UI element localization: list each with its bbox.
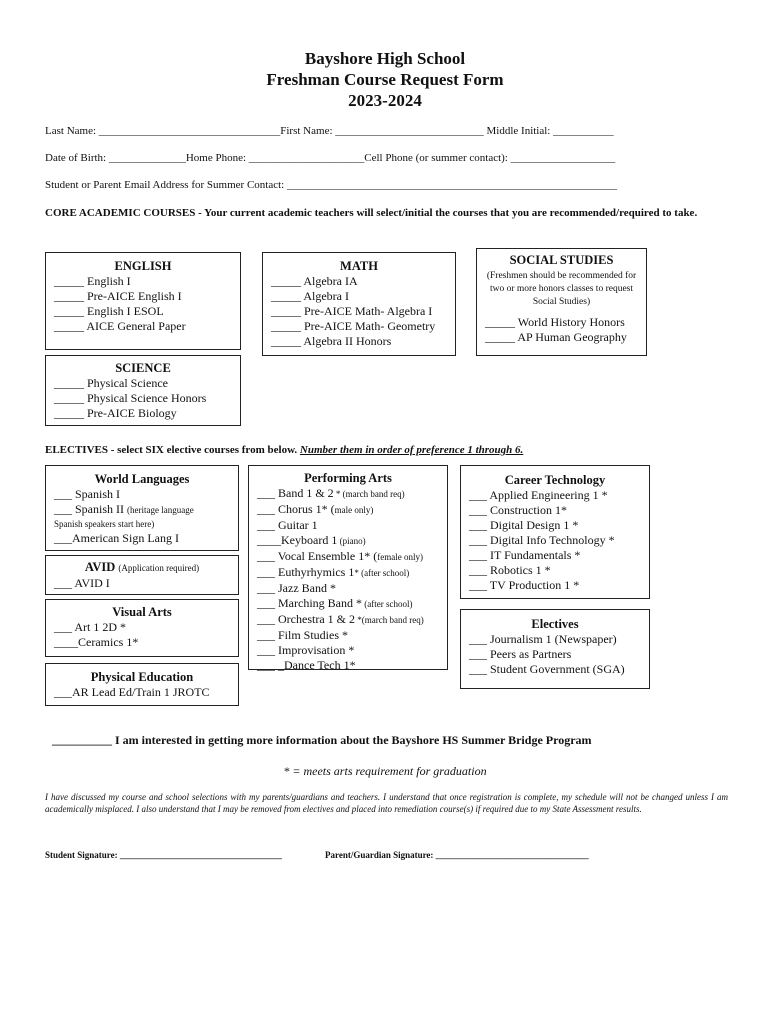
name-fields[interactable]: Last Name: _________________________________First Name: ___________________________ Middle Initial: ___________ (45, 125, 614, 137)
course-option[interactable]: ___ Euthyrhymics 1* (after school) (257, 565, 410, 579)
summer-bridge-interest[interactable]: __________ I am interested in getting more information about the Bayshore HS Summer Bridge Program (52, 733, 592, 747)
social-studies-box (476, 248, 647, 356)
career-technology-box (460, 465, 650, 599)
course-option[interactable]: ___ Peers as Partners (469, 647, 572, 661)
math-box (262, 252, 456, 356)
course-option[interactable]: _____ Pre-AICE Biology (54, 406, 177, 420)
math-title: MATH (340, 259, 378, 273)
course-option[interactable]: ___ Applied Engineering 1 * (469, 488, 608, 502)
course-option[interactable]: ___ Art 1 2D * (54, 620, 126, 634)
acknowledgement-statement: I have discussed my course and school selections with my parents/guardians and teachers. I understand that once registration is complete, my schedule will not be changed unless I am academically misplaced. I also understand that I may be removed from electives and placed into remediation course(s) if required due to my State Assessment results. (45, 792, 728, 814)
course-option[interactable]: ____Ceramics 1* (54, 635, 139, 649)
course-option[interactable]: _____ English I ESOL (54, 304, 164, 318)
spanish2-note: Spanish speakers start here) (54, 519, 155, 529)
course-option[interactable]: ___ Marching Band * (after school) (257, 596, 413, 610)
world-languages-title: World Languages (94, 472, 190, 486)
course-option[interactable]: ___ Vocal Ensemble 1* (female only) (257, 549, 423, 563)
course-option[interactable]: ___ Robotics 1 * (469, 563, 551, 577)
course-option[interactable]: ___ Chorus 1* (male only) (257, 502, 374, 516)
course-option[interactable]: ___American Sign Lang I (54, 531, 179, 545)
performing-arts-box (248, 465, 448, 670)
electives-box (460, 609, 650, 689)
avid-box (45, 555, 239, 595)
social-studies-title: SOCIAL STUDIES (509, 253, 614, 267)
contact-fields[interactable]: Date of Birth: ______________Home Phone: _____________________Cell Phone (or summer contact): ___________________ (45, 152, 616, 164)
course-option[interactable]: _____ Algebra II Honors (271, 334, 392, 348)
electives-title: Electives (531, 617, 579, 631)
course-option[interactable]: ___ Construction 1* (469, 503, 567, 517)
core-courses-heading: CORE ACADEMIC COURSES - Your current academic teachers will select/initial the courses that you are recommended/required to take. (45, 207, 698, 219)
school-name: Bayshore High School (304, 49, 466, 68)
arts-requirement-note: * = meets arts requirement for graduation (283, 764, 487, 778)
course-option[interactable]: ___ Orchestra 1 & 2 *(march band req) (257, 612, 424, 626)
course-option[interactable]: _____ Physical Science Honors (54, 391, 207, 405)
visual-arts-box (45, 599, 239, 657)
course-option[interactable]: _____ Physical Science (54, 376, 168, 390)
course-option[interactable]: _____ World History Honors (485, 315, 625, 329)
course-option[interactable]: _____ AP Human Geography (485, 330, 627, 344)
english-title: ENGLISH (114, 259, 172, 273)
course-option[interactable]: _____ Algebra IA (271, 274, 358, 288)
course-option[interactable]: ____Keyboard 1 (piano) (257, 533, 366, 547)
course-option[interactable]: ___ _Dance Tech 1* (257, 658, 356, 672)
course-option[interactable]: ___ Digital Design 1 * (469, 518, 579, 532)
world-languages-box (45, 465, 239, 551)
career-technology-title: Career Technology (504, 473, 606, 487)
electives-heading (45, 444, 523, 456)
electives-instruction: ELECTIVES - select SIX elective courses from below. (45, 444, 298, 456)
course-option[interactable]: _____ AICE General Paper (54, 319, 186, 333)
course-option[interactable]: ___ Student Government (SGA) (469, 662, 625, 676)
course-option[interactable]: ___ Improvisation * (257, 643, 355, 657)
course-option[interactable]: _____ English I (54, 274, 131, 288)
course-option[interactable]: ___ IT Fundamentals * (469, 548, 581, 562)
performing-arts-title: Performing Arts (304, 471, 392, 485)
course-option[interactable]: ___ Spanish I (54, 487, 120, 501)
course-option[interactable]: ___ Journalism 1 (Newspaper) (469, 632, 617, 646)
parent-signature[interactable]: Parent/Guardian Signature: __________________________________ (325, 850, 589, 860)
science-title: SCIENCE (115, 361, 171, 375)
visual-arts-title: Visual Arts (112, 605, 172, 619)
course-option[interactable]: ___ Guitar 1 (257, 518, 318, 532)
english-box (45, 252, 241, 350)
course-option[interactable]: ___AR Lead Ed/Train 1 JROTC (54, 685, 210, 699)
course-option[interactable]: ___ Digital Info Technology * (469, 533, 615, 547)
course-option[interactable]: _____ Pre-AICE Math- Algebra I (271, 304, 433, 318)
student-signature[interactable]: Student Signature: ____________________________________ (45, 850, 282, 860)
school-year: 2023-2024 (348, 91, 422, 110)
course-option[interactable]: ___ TV Production 1 * (469, 578, 580, 592)
electives-preference-note: Number them in order of preference 1 through 6. (299, 444, 524, 456)
form-title: Freshman Course Request Form (266, 70, 504, 89)
course-option[interactable]: _____ Pre-AICE Math- Geometry (271, 319, 436, 333)
avid-title: AVID (Application required) (84, 560, 200, 574)
course-option[interactable]: ___ Jazz Band * (257, 581, 336, 595)
email-field[interactable]: Student or Parent Email Address for Summer Contact: ____________________________________________________________ (45, 179, 617, 191)
course-option[interactable]: ___ Film Studies * (257, 628, 349, 642)
course-option[interactable]: _____ Algebra I (271, 289, 349, 303)
course-option[interactable]: _____ Pre-AICE English I (54, 289, 182, 303)
science-box (45, 355, 241, 426)
physical-education-box (45, 663, 239, 706)
social-studies-note: (Freshmen should be recommended for two or more honors classes to request Social Studies) (486, 271, 637, 307)
course-option[interactable]: ___ Spanish II (heritage language (54, 502, 194, 516)
course-option[interactable]: ___ AVID I (54, 576, 110, 590)
pe-title: Physical Education (90, 670, 194, 684)
course-option[interactable]: ___ Band 1 & 2 * (march band req) (257, 486, 405, 500)
